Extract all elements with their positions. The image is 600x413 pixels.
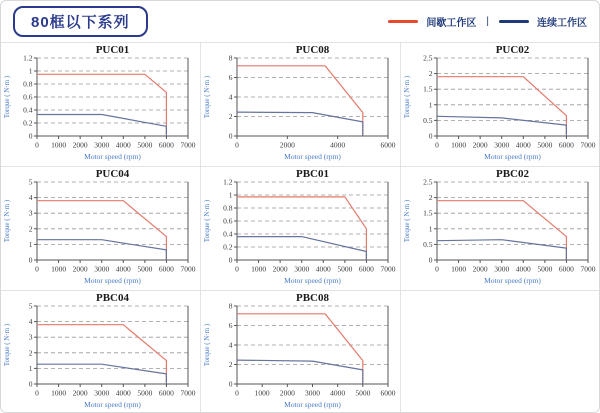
svg-text:0.4: 0.4: [23, 105, 33, 115]
svg-text:0.5: 0.5: [422, 115, 433, 125]
svg-text:Torque ( N·m ): Torque ( N·m ): [3, 199, 11, 243]
svg-text:2.5: 2.5: [422, 177, 433, 187]
svg-text:PBC01: PBC01: [296, 168, 330, 180]
svg-text:3000: 3000: [94, 140, 110, 150]
svg-text:3000: 3000: [305, 388, 321, 398]
legend-swatch-intermittent: [388, 20, 418, 23]
svg-text:0.2: 0.2: [223, 242, 233, 252]
legend-label-continuous: 连续工作区: [537, 18, 587, 29]
svg-text:2: 2: [428, 69, 433, 79]
legend-separator: |: [486, 16, 489, 27]
svg-text:0.5: 0.5: [422, 239, 433, 249]
svg-text:0: 0: [229, 255, 233, 265]
svg-text:5000: 5000: [137, 264, 153, 274]
svg-text:0: 0: [235, 140, 240, 150]
chart-cell-pbc04: [1, 290, 200, 413]
svg-text:0: 0: [235, 264, 240, 274]
page-header: [1, 1, 599, 42]
svg-text:6000: 6000: [158, 388, 174, 398]
svg-text:6000: 6000: [158, 264, 174, 274]
chart-cell-pbc01: [200, 166, 399, 290]
svg-text:2: 2: [28, 348, 33, 358]
svg-text:2000: 2000: [280, 388, 296, 398]
svg-text:PBC02: PBC02: [495, 168, 529, 180]
svg-text:7000: 7000: [580, 264, 596, 274]
svg-text:1000: 1000: [450, 264, 466, 274]
chart-grid: [1, 42, 599, 413]
chart-cell-pbc08: [200, 290, 399, 413]
svg-text:2: 2: [28, 224, 33, 234]
svg-text:PUC04: PUC04: [95, 168, 130, 180]
svg-text:7000: 7000: [380, 264, 396, 274]
svg-text:0: 0: [28, 255, 33, 265]
svg-text:0: 0: [434, 140, 439, 150]
svg-text:4000: 4000: [115, 264, 131, 274]
svg-text:2000: 2000: [72, 264, 88, 274]
svg-text:Torque ( N·m ): Torque ( N·m ): [3, 323, 11, 367]
svg-text:2.5: 2.5: [422, 53, 433, 63]
svg-text:4: 4: [229, 92, 233, 102]
svg-text:Motor speed (rpm): Motor speed (rpm): [284, 152, 342, 161]
svg-text:4000: 4000: [330, 388, 346, 398]
svg-text:2000: 2000: [72, 388, 88, 398]
svg-text:Motor speed (rpm): Motor speed (rpm): [483, 276, 541, 285]
svg-text:Motor speed (rpm): Motor speed (rpm): [284, 276, 342, 285]
svg-text:8: 8: [229, 301, 233, 311]
svg-text:4000: 4000: [115, 140, 131, 150]
svg-text:1: 1: [28, 363, 33, 373]
chart-legend: [388, 14, 587, 29]
svg-text:5000: 5000: [137, 388, 153, 398]
svg-text:1: 1: [229, 190, 233, 200]
svg-text:3: 3: [28, 332, 33, 342]
svg-text:1: 1: [28, 66, 33, 76]
svg-text:Torque ( N·m ): Torque ( N·m ): [203, 199, 212, 243]
chart-puc01: [1, 43, 200, 166]
svg-text:0: 0: [229, 379, 233, 389]
svg-text:0: 0: [235, 388, 240, 398]
svg-text:8: 8: [229, 53, 233, 63]
svg-text:2000: 2000: [272, 264, 288, 274]
svg-text:Torque ( N·m ): Torque ( N·m ): [203, 323, 212, 367]
svg-text:0: 0: [428, 131, 433, 141]
svg-text:0: 0: [28, 379, 33, 389]
chart-pbc04: [1, 291, 200, 413]
svg-text:Motor speed (rpm): Motor speed (rpm): [483, 152, 541, 161]
svg-text:PBC08: PBC08: [296, 292, 330, 304]
svg-text:1: 1: [428, 100, 433, 110]
svg-text:6000: 6000: [158, 140, 174, 150]
svg-text:0.2: 0.2: [23, 118, 33, 128]
svg-text:4000: 4000: [316, 264, 332, 274]
chart-cell-pbc02: [400, 166, 599, 290]
svg-text:Torque ( N·m ): Torque ( N·m ): [402, 75, 411, 119]
svg-text:0.8: 0.8: [223, 203, 233, 213]
svg-text:3000: 3000: [493, 140, 509, 150]
svg-text:4: 4: [28, 193, 33, 203]
svg-text:0: 0: [229, 131, 233, 141]
chart-cell-puc08: [200, 42, 399, 166]
chart-pbc02: [401, 167, 599, 290]
svg-text:7000: 7000: [180, 388, 196, 398]
svg-text:5: 5: [28, 301, 33, 311]
legend-swatch-continuous: [499, 20, 529, 23]
svg-text:7000: 7000: [580, 140, 596, 150]
svg-text:1: 1: [28, 239, 33, 249]
chart-cell-puc02: [400, 42, 599, 166]
svg-text:2000: 2000: [72, 140, 88, 150]
svg-text:5000: 5000: [337, 264, 353, 274]
svg-text:3000: 3000: [294, 264, 310, 274]
svg-text:0.6: 0.6: [23, 92, 33, 102]
chart-puc04: [1, 167, 200, 290]
svg-text:3000: 3000: [94, 264, 110, 274]
svg-text:3000: 3000: [94, 388, 110, 398]
legend-label-intermittent: 间歇工作区: [426, 18, 477, 29]
svg-text:PBC04: PBC04: [96, 292, 129, 304]
svg-text:2: 2: [229, 112, 233, 121]
svg-text:5000: 5000: [137, 140, 153, 150]
empty-cell: [400, 290, 599, 413]
svg-text:Motor speed (rpm): Motor speed (rpm): [84, 276, 141, 285]
svg-text:2: 2: [229, 360, 233, 369]
svg-text:Torque ( N·m ): Torque ( N·m ): [402, 199, 411, 243]
page-title: 80框以下系列: [31, 14, 130, 31]
svg-text:0: 0: [35, 388, 39, 398]
svg-text:5: 5: [28, 177, 33, 187]
svg-text:0.6: 0.6: [223, 216, 233, 226]
svg-text:6: 6: [229, 73, 233, 82]
svg-text:0.8: 0.8: [23, 79, 33, 89]
svg-text:Torque ( N·m ): Torque ( N·m ): [203, 75, 212, 119]
svg-text:1000: 1000: [450, 140, 466, 150]
svg-text:1000: 1000: [51, 388, 67, 398]
svg-text:3: 3: [28, 208, 33, 218]
svg-text:4: 4: [28, 317, 33, 327]
svg-text:0: 0: [428, 255, 433, 265]
svg-text:4: 4: [229, 340, 233, 350]
svg-text:1.5: 1.5: [422, 208, 433, 218]
svg-text:0: 0: [35, 264, 39, 274]
svg-text:Motor speed (rpm): Motor speed (rpm): [84, 400, 141, 409]
svg-text:Torque ( N·m ): Torque ( N·m ): [3, 75, 11, 119]
svg-text:5000: 5000: [355, 388, 371, 398]
svg-text:Motor speed (rpm): Motor speed (rpm): [84, 152, 141, 161]
svg-text:6000: 6000: [380, 388, 396, 398]
svg-text:5000: 5000: [537, 264, 553, 274]
svg-text:1000: 1000: [51, 264, 67, 274]
series-title-box: [13, 6, 148, 37]
svg-text:5000: 5000: [537, 140, 553, 150]
svg-text:1.5: 1.5: [422, 84, 433, 94]
svg-text:4000: 4000: [515, 264, 531, 274]
chart-cell-puc01: [1, 42, 200, 166]
svg-text:0: 0: [28, 131, 33, 141]
svg-text:6000: 6000: [380, 140, 396, 150]
svg-text:7000: 7000: [180, 140, 196, 150]
svg-text:1: 1: [428, 224, 433, 234]
svg-text:2: 2: [428, 193, 433, 203]
svg-text:6000: 6000: [558, 140, 574, 150]
svg-text:6000: 6000: [359, 264, 375, 274]
chart-puc08: [201, 43, 399, 166]
svg-text:6000: 6000: [558, 264, 574, 274]
svg-text:2000: 2000: [280, 140, 296, 150]
svg-text:PUC01: PUC01: [95, 44, 130, 56]
chart-pbc01: [201, 167, 399, 290]
svg-text:0.4: 0.4: [223, 229, 233, 239]
svg-text:1000: 1000: [254, 388, 270, 398]
chart-puc02: [401, 43, 599, 166]
svg-text:1000: 1000: [251, 264, 267, 274]
svg-text:PUC02: PUC02: [495, 44, 529, 56]
svg-text:Motor speed (rpm): Motor speed (rpm): [284, 400, 342, 409]
svg-text:1.2: 1.2: [223, 177, 233, 187]
svg-text:7000: 7000: [180, 264, 196, 274]
svg-text:1000: 1000: [51, 140, 67, 150]
svg-text:4000: 4000: [115, 388, 131, 398]
svg-text:1.2: 1.2: [23, 53, 33, 63]
svg-text:PUC08: PUC08: [296, 44, 330, 56]
svg-text:2000: 2000: [472, 264, 488, 274]
svg-text:4000: 4000: [515, 140, 531, 150]
svg-text:6: 6: [229, 321, 233, 330]
chart-cell-puc04: [1, 166, 200, 290]
chart-pbc08: [201, 291, 399, 413]
svg-text:3000: 3000: [493, 264, 509, 274]
svg-text:0: 0: [434, 264, 439, 274]
svg-text:0: 0: [35, 140, 39, 150]
svg-text:2000: 2000: [472, 140, 488, 150]
svg-text:4000: 4000: [330, 140, 346, 150]
